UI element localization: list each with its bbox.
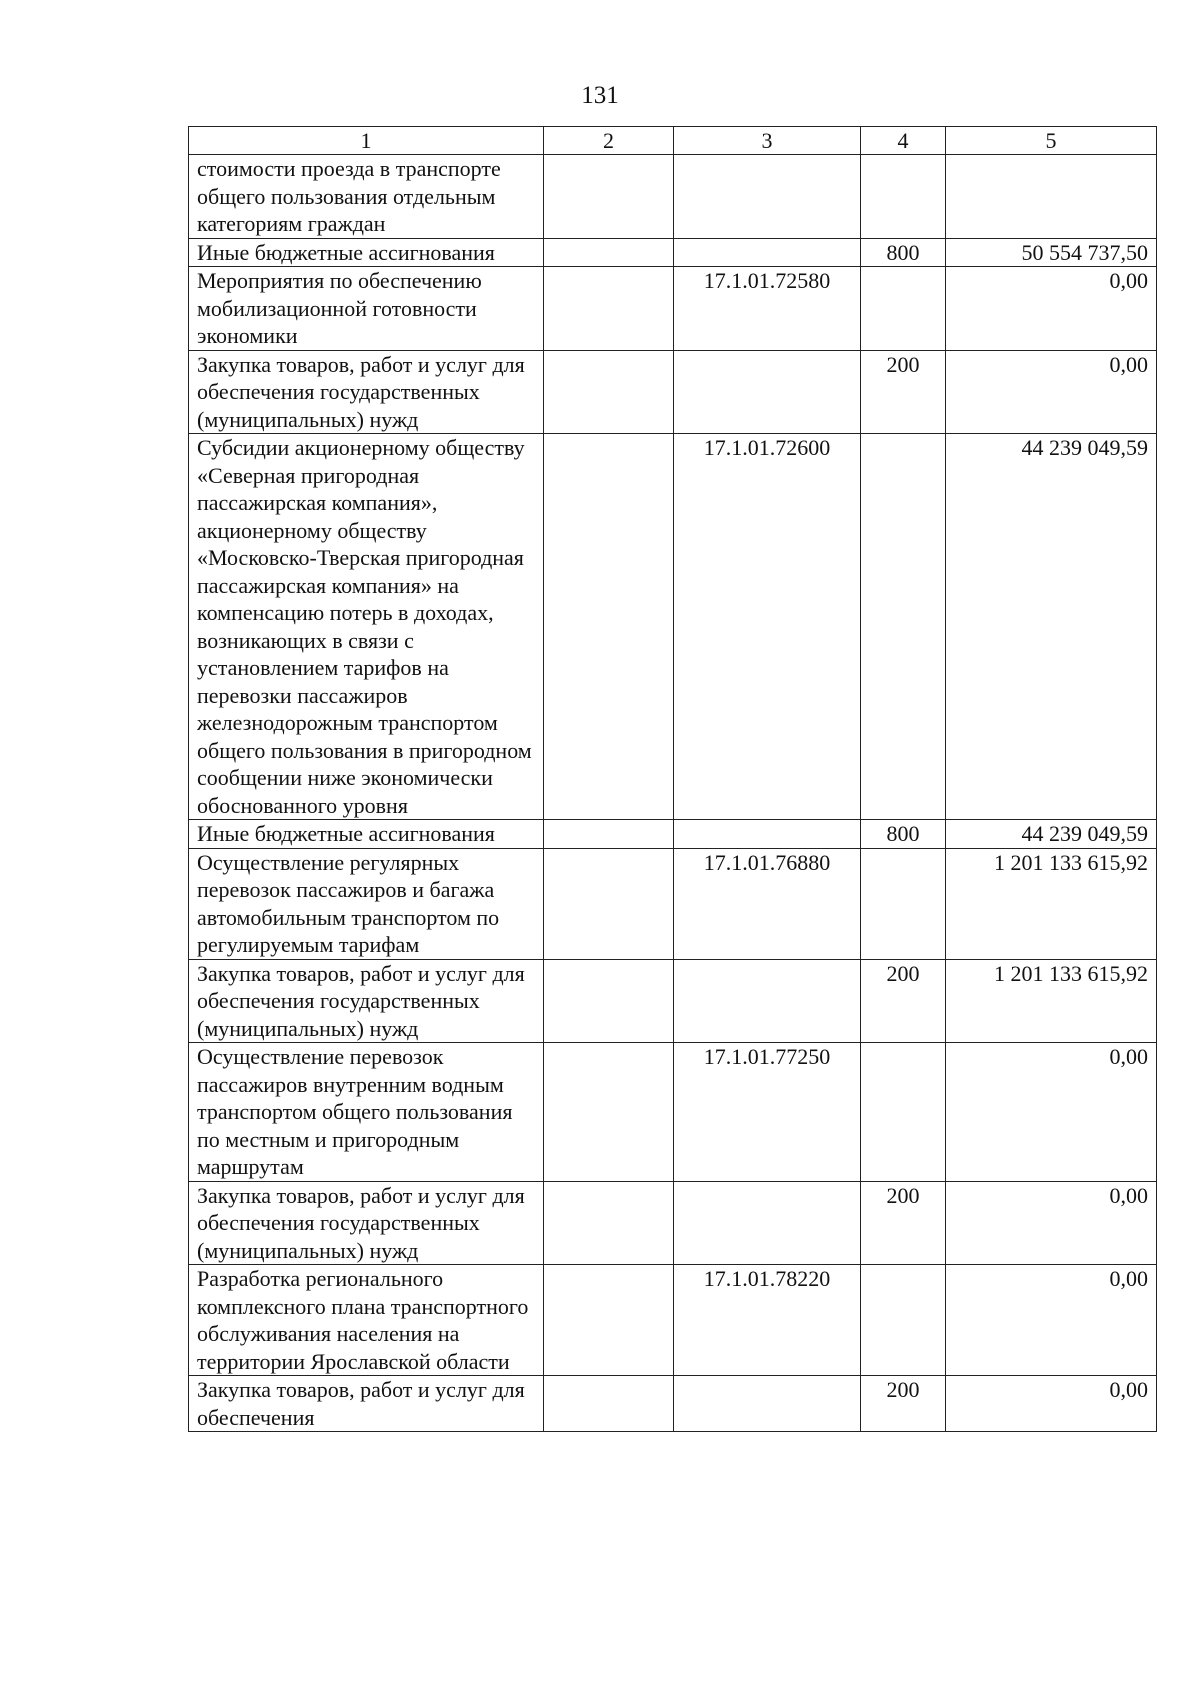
row-col2 xyxy=(544,820,674,849)
row-name: Осуществление перевозок пассажиров внутренним водным транспортом общего пользования по местным и пригородным маршрутам xyxy=(189,1043,544,1182)
row-amount: 0,00 xyxy=(946,267,1157,351)
row-col2 xyxy=(544,1181,674,1265)
row-name: Иные бюджетные ассигнования xyxy=(189,238,544,267)
table-row xyxy=(189,267,1157,351)
row-col2 xyxy=(544,434,674,820)
table-header-row xyxy=(189,127,1157,155)
table-row xyxy=(189,1181,1157,1265)
row-col2 xyxy=(544,238,674,267)
row-name: Закупка товаров, работ и услуг для обеспечения государственных (муниципальных) нужд xyxy=(189,350,544,434)
row-col2 xyxy=(544,1265,674,1376)
row-name: Закупка товаров, работ и услуг для обеспечения государственных (муниципальных) нужд xyxy=(189,959,544,1043)
table-row xyxy=(189,155,1157,239)
header-col-2: 2 xyxy=(544,127,674,155)
page-number: 131 xyxy=(581,82,619,109)
row-name: Мероприятия по обеспечению мобилизационной готовности экономики xyxy=(189,267,544,351)
header-col-5: 5 xyxy=(946,127,1157,155)
header-col-3: 3 xyxy=(674,127,861,155)
row-col2 xyxy=(544,155,674,239)
row-kind xyxy=(861,1043,946,1182)
row-code: 17.1.01.77250 xyxy=(674,1043,861,1182)
row-kind xyxy=(861,434,946,820)
row-code xyxy=(674,238,861,267)
row-name: Закупка товаров, работ и услуг для обеспечения xyxy=(189,1376,544,1432)
row-col2 xyxy=(544,848,674,959)
table-row xyxy=(189,434,1157,820)
row-code xyxy=(674,820,861,849)
table-row xyxy=(189,820,1157,849)
row-name: Закупка товаров, работ и услуг для обеспечения государственных (муниципальных) нужд xyxy=(189,1181,544,1265)
row-code: 17.1.01.72580 xyxy=(674,267,861,351)
table-row xyxy=(189,350,1157,434)
row-name: Разработка регионального комплексного плана транспортного обслуживания населения на территории Ярославской области xyxy=(189,1265,544,1376)
row-col2 xyxy=(544,350,674,434)
row-amount: 0,00 xyxy=(946,1376,1157,1432)
row-col2 xyxy=(544,1043,674,1182)
table-row xyxy=(189,848,1157,959)
row-kind xyxy=(861,1265,946,1376)
row-kind xyxy=(861,267,946,351)
row-amount: 0,00 xyxy=(946,350,1157,434)
table-row xyxy=(189,1043,1157,1182)
row-col2 xyxy=(544,1376,674,1432)
table-row xyxy=(189,1376,1157,1432)
row-name: Иные бюджетные ассигнования xyxy=(189,820,544,849)
row-code xyxy=(674,350,861,434)
row-code xyxy=(674,959,861,1043)
row-amount: 50 554 737,50 xyxy=(946,238,1157,267)
row-kind: 200 xyxy=(861,1376,946,1432)
row-amount: 0,00 xyxy=(946,1043,1157,1182)
row-amount xyxy=(946,155,1157,239)
row-amount: 1 201 133 615,92 xyxy=(946,959,1157,1043)
table-row xyxy=(189,238,1157,267)
table-row xyxy=(189,1265,1157,1376)
row-kind: 200 xyxy=(861,959,946,1043)
row-col2 xyxy=(544,267,674,351)
row-kind xyxy=(861,848,946,959)
row-kind: 200 xyxy=(861,1181,946,1265)
row-col2 xyxy=(544,959,674,1043)
row-amount: 0,00 xyxy=(946,1265,1157,1376)
header-col-1: 1 xyxy=(189,127,544,155)
row-kind: 800 xyxy=(861,238,946,267)
row-code: 17.1.01.78220 xyxy=(674,1265,861,1376)
table-row xyxy=(189,959,1157,1043)
row-code xyxy=(674,155,861,239)
row-code xyxy=(674,1376,861,1432)
row-name: Осуществление регулярных перевозок пассажиров и багажа автомобильным транспортом по регулируемым тарифам xyxy=(189,848,544,959)
row-amount: 0,00 xyxy=(946,1181,1157,1265)
row-code: 17.1.01.76880 xyxy=(674,848,861,959)
row-code xyxy=(674,1181,861,1265)
row-kind: 200 xyxy=(861,350,946,434)
row-kind: 800 xyxy=(861,820,946,849)
budget-table xyxy=(188,126,1157,1432)
header-col-4: 4 xyxy=(861,127,946,155)
row-amount: 44 239 049,59 xyxy=(946,434,1157,820)
row-code: 17.1.01.72600 xyxy=(674,434,861,820)
row-amount: 44 239 049,59 xyxy=(946,820,1157,849)
row-name: стоимости проезда в транспорте общего пользования отдельным категориям граждан xyxy=(189,155,544,239)
row-amount: 1 201 133 615,92 xyxy=(946,848,1157,959)
row-name: Субсидии акционерному обществу «Северная пригородная пассажирская компания», акционерному обществу «Московско-Тверская пригородная пассажирская компания» на компенсацию потерь в доходах, возникающих в связи с установлением тарифов на перевозки пассажиров железнодорожным транспортом общего пользования в пригородном сообщении ниже экономически обоснованного уровня xyxy=(189,434,544,820)
row-kind xyxy=(861,155,946,239)
